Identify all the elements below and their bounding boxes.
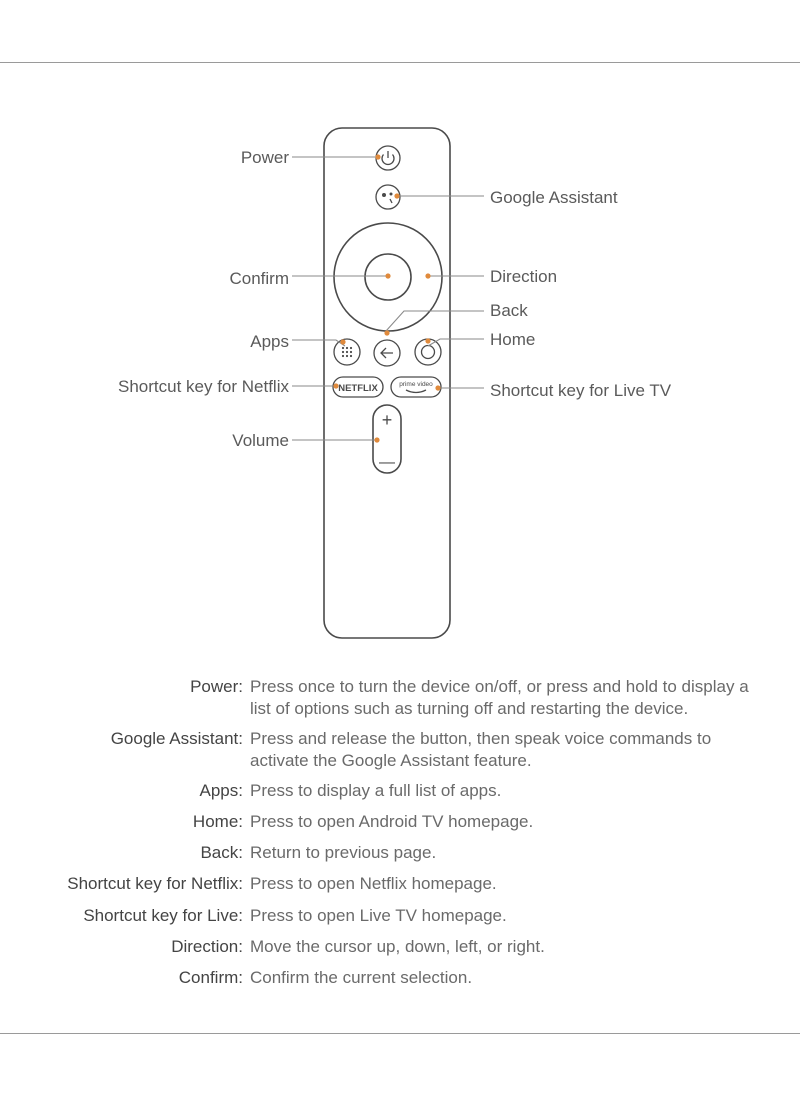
label-live-tv: Shortcut key for Live TV (490, 381, 672, 400)
grid-icon (342, 347, 352, 357)
smile-icon (406, 390, 426, 393)
assistant-marker (394, 193, 399, 198)
apps-marker (340, 339, 345, 344)
legend-row (0, 873, 800, 895)
back-marker (384, 330, 389, 335)
legend-row (0, 936, 800, 958)
legend-term: Direction: (171, 937, 243, 956)
label-netflix: Shortcut key for Netflix (117, 377, 289, 396)
legend-term: Confirm: (178, 968, 243, 987)
netflix-marker (333, 383, 338, 388)
legend-row (0, 842, 800, 864)
label-direction: Direction (490, 267, 558, 286)
legend-term: Home: (192, 812, 243, 831)
netflix-button (333, 377, 383, 397)
label-home: Home (490, 330, 536, 349)
volume-up-icon: + (381, 410, 393, 430)
legend-desc: Press to open Live TV homepage. (250, 906, 507, 925)
home-marker (425, 338, 430, 343)
live-tv-logo: prime video (399, 381, 433, 388)
volume-marker (374, 437, 379, 442)
legend-row (0, 780, 800, 802)
apps-button (334, 339, 360, 365)
live-tv-button (391, 377, 441, 397)
bottom-divider (0, 1033, 800, 1034)
button-legend (0, 676, 800, 989)
home-icon (422, 346, 435, 359)
back-button (374, 340, 400, 366)
legend-desc: Press to display a full list of apps. (250, 781, 502, 800)
legend-desc: Press to open Android TV homepage. (250, 812, 534, 831)
legend-term: Apps: (199, 781, 243, 800)
legend-row (0, 967, 800, 989)
legend-row (0, 905, 800, 927)
label-google-assistant: Google Assistant (490, 188, 618, 207)
legend-term: Google Assistant: (110, 729, 243, 748)
legend-term: Power: (190, 677, 243, 696)
confirm-marker (385, 273, 390, 278)
netflix-logo: NETFLIX (338, 383, 378, 394)
legend-desc: Press once to turn the device on/off, or press and hold to display a list of options such as turning off and restarting the device. (250, 677, 749, 718)
legend-row (0, 676, 800, 720)
legend-term: Back: (200, 843, 243, 862)
assistant-icon (382, 193, 386, 197)
label-apps: Apps (250, 332, 289, 351)
legend-term: Shortcut key for Live: (83, 906, 243, 925)
live-tv-marker (435, 385, 440, 390)
legend-desc: Confirm the current selection. (250, 968, 473, 987)
legend-row (0, 728, 800, 772)
label-power: Power (240, 148, 289, 167)
legend-desc: Press and release the button, then speak voice commands to activate the Google Assistant feature. (250, 729, 712, 770)
volume-down-icon: — (379, 454, 395, 471)
legend-desc: Move the cursor up, down, left, or right. (250, 937, 545, 956)
legend-term: Shortcut key for Netflix: (67, 874, 243, 893)
label-volume: Volume (232, 431, 289, 450)
power-marker (375, 154, 380, 159)
direction-marker (425, 273, 430, 278)
label-confirm: Confirm (229, 269, 289, 288)
legend-row (0, 811, 800, 833)
legend-desc: Return to previous page. (250, 843, 437, 862)
label-back: Back (490, 301, 528, 320)
back-arrow-icon (381, 348, 393, 358)
legend-desc: Press to open Netflix homepage. (250, 874, 497, 893)
